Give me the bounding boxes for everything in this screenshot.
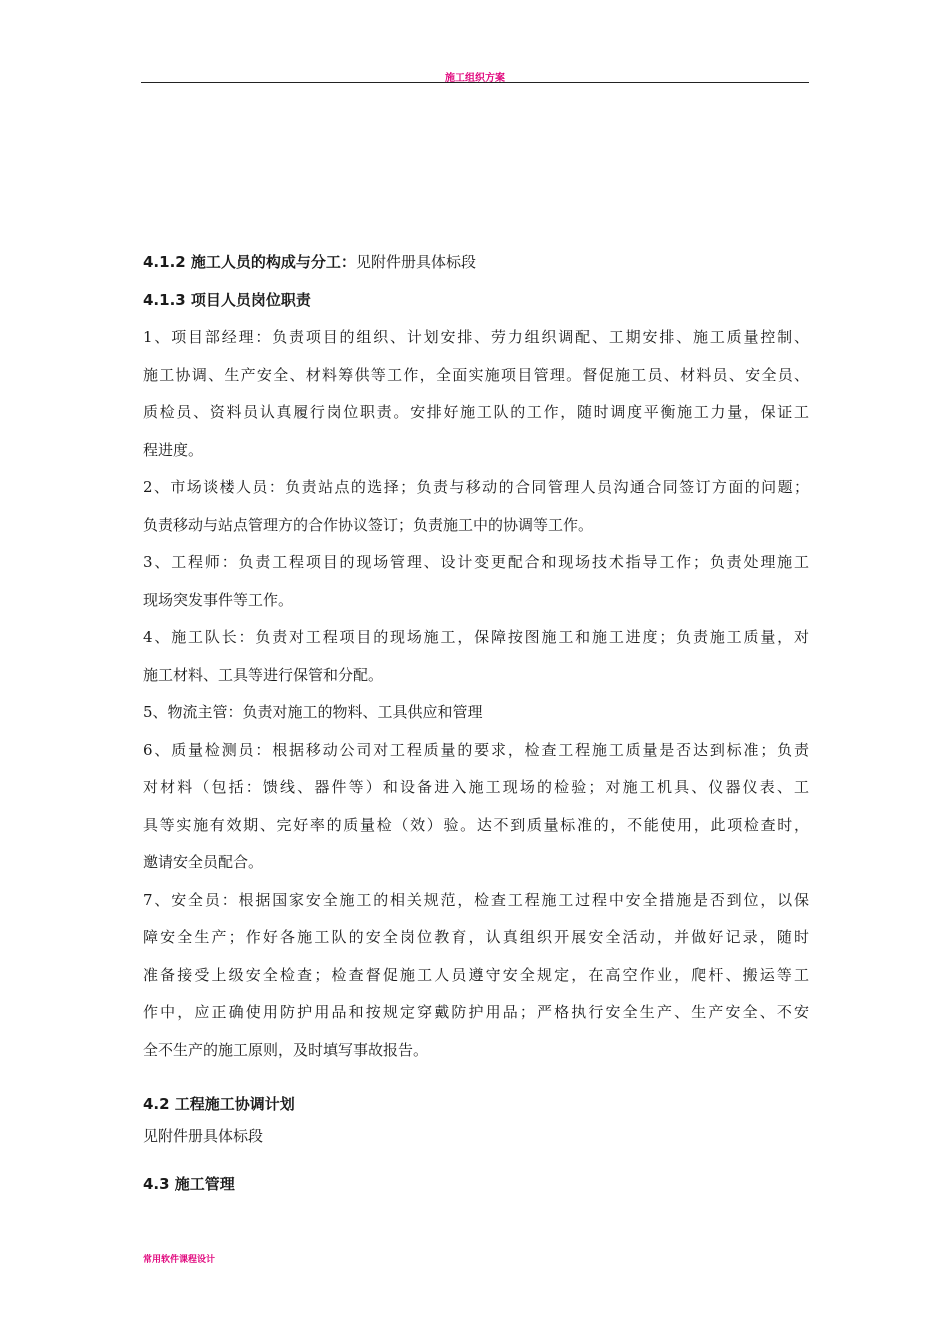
paragraph-line: 2、市场谈楼人员：负责站点的选择；负责与移动的合同管理人员沟通合同签订方面的问题； <box>143 478 809 496</box>
section-4-2-text: 见附件册具体标段 <box>143 1127 264 1145</box>
paragraph-line: 现场突发事件等工作。 <box>143 590 294 609</box>
paragraph-line: 7、安全员：根据国家安全施工的相关规范，检查工程施工过程中安全措施是否到位，以保 <box>143 890 809 909</box>
paragraph-line: 障安全生产；作好各施工队的安全岗位教育，认真组织开展安全活动，并做好记录，随时 <box>143 928 809 946</box>
paragraph-line: 施工协调、生产安全、材料筹供等工作，全面实施项目管理。督促施工员、材料员、安全员、 <box>143 365 809 384</box>
paragraph-line: 施工材料、工具等进行保管和分配。 <box>143 665 384 684</box>
section-heading: 4.1.3 项目人员岗位职责 <box>143 290 311 309</box>
paragraph-line: 具等实施有效期、完好率的质量检（效）验。达不到质量标准的，不能使用，此项检查时， <box>143 815 809 834</box>
item-4 <box>143 619 809 694</box>
section-4-1-3 <box>143 282 809 320</box>
paragraph-line: 质检员、资料员认真履行岗位职责。安排好施工队的工作，随时调度平衡施工力量，保证工 <box>143 403 809 421</box>
section-4-3-heading: 4.3 施工管理 <box>143 1175 235 1193</box>
item-6 <box>143 732 809 882</box>
paragraph-line: 3、工程师：负责工程项目的现场管理、设计变更配合和现场技术指导工作；负责处理施工 <box>143 553 809 571</box>
paragraph-line: 负责移动与站点管理方的合作协议签订；负责施工中的协调等工作。 <box>143 515 594 534</box>
section-4-1-2 <box>143 244 809 282</box>
paragraph-line: 1、项目部经理：负责项目的组织、计划安排、劳力组织调配、工期安排、施工质量控制、 <box>143 328 809 346</box>
header-title: 施工组织方案 <box>445 73 505 84</box>
paragraph-line: 邀请安全员配合。 <box>143 853 264 871</box>
item-7 <box>143 882 809 1070</box>
section-4-2-heading: 4.2 工程施工协调计划 <box>143 1095 295 1113</box>
paragraph-line: 5、物流主管：负责对施工的物料、工具供应和管理 <box>143 703 483 721</box>
item-2 <box>143 469 809 544</box>
item-5 <box>143 694 809 732</box>
paragraph-line: 6、质量检测员：根据移动公司对工程质量的要求，检查工程施工质量是否达到标准；负责 <box>143 740 809 759</box>
page-footer: 常用软件课程设计 <box>143 1255 216 1265</box>
item-1 <box>143 319 809 469</box>
paragraph-line: 4、施工队长：负责对工程项目的现场施工，保障按图施工和施工进度；负责施工质量，对 <box>143 628 809 646</box>
paragraph-line: 作中，应正确使用防护用品和按规定穿戴防护用品；严格执行安全生产、生产安全、不安 <box>143 1003 809 1021</box>
paragraph-line: 程进度。 <box>143 440 204 459</box>
paragraph-line: 对材料（包括：馈线、器件等）和设备进入施工现场的检验；对施工机具、仪器仪表、工 <box>143 778 809 796</box>
paragraph-line: 全不生产的施工原则，及时填写事故报告。 <box>143 1040 429 1059</box>
item-3 <box>143 544 809 619</box>
section-heading: 4.1.2 施工人员的构成与分工： <box>143 253 356 271</box>
section-text: 见附件册具体标段 <box>355 253 476 271</box>
paragraph-line: 准备接受上级安全检查；检查督促施工人员遵守安全规定，在高空作业，爬杆、搬运等工 <box>143 965 809 984</box>
page-header <box>141 66 809 83</box>
document-body <box>143 244 809 1197</box>
